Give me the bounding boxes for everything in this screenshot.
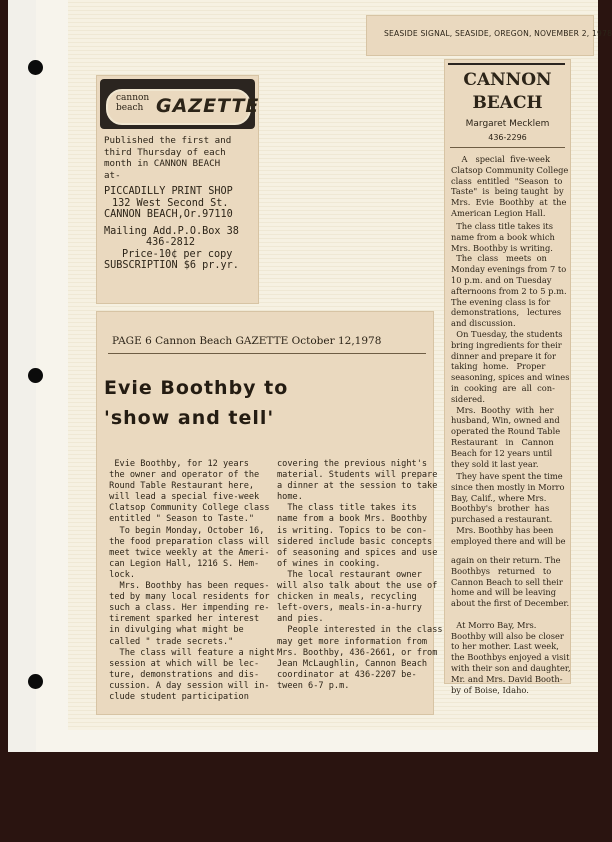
masthead-line: third Thursday of each: [104, 146, 226, 158]
column-paragraph: again on their return. The Boothbys returned to Cannon Beach to sell their home and will be leaving about the first of December. At Morro Bay, Mrs. Boothby will also be closer to her mother. Last week, the Boothbys enjoyed a visit with their son and daughter, Mr. and Mrs. David Booth- by of Boise, Idaho.: [451, 555, 571, 695]
masthead-line: 436-2812: [146, 237, 196, 248]
binder-hole: [28, 674, 43, 689]
masthead-line: at-: [104, 169, 121, 181]
masthead-line: SUBSCRIPTION $6 pr.yr.: [104, 260, 239, 271]
binder-hole: [28, 368, 43, 383]
header-rule: [108, 353, 426, 354]
binder-hole: [28, 60, 43, 75]
gazette-logo-band: [100, 79, 260, 129]
masthead-line: CANNON BEACH,Or.97110: [104, 209, 233, 220]
logo-title: GAZETTE: [156, 95, 260, 117]
masthead-line: Price-10¢ per copy: [122, 248, 233, 260]
column-paragraph: They have spent the time since then mostly in Morro Bay, Calif., where Mrs. Boothby's brother has purchased a restaurant. Mrs. Boothby has been employed there and will be: [451, 471, 566, 546]
gazette-masthead-clipping: [96, 75, 259, 304]
gazette-logo: [106, 89, 260, 125]
headline-line: 'show and tell': [104, 407, 275, 429]
column-top-rule: [448, 63, 565, 65]
column-phone: 436-2296: [488, 133, 527, 142]
masthead-info: [104, 135, 254, 272]
column-title: [444, 69, 571, 115]
article-column-2: covering the previous night's material. Students will prepare a dinner at the session to take home. The class title takes its name from a book Mrs. Boothby is writing. Topics to be con- sidered include basic concepts of seasoning and spices and use of wines in cooking. The local restaurant owner will also talk about the use of chicken in meals, recycling left-overs, meals-in-a-hurry and pies. People interested in the class may get more information from Mrs. Boothby, 436-2661, or from Jean McLaughlin, Cannon Beach coordinator at 436-2207 be- tween 6-7 p.m.: [277, 459, 443, 691]
signal-header-clipping: [366, 15, 612, 56]
logo-word-cannon: cannon: [116, 93, 150, 103]
headline: [104, 373, 288, 433]
column-author: Margaret Mecklem: [465, 119, 550, 129]
signal-column-clipping: [444, 59, 571, 695]
article-column-1: Evie Boothby, for 12 years the owner and operator of the Round Table Restaurant here, will lead a special five-week Clatsop Community College class entitled " Season to Taste." To begin Monday, October 16, the food preparation class will meet twice weekly at the Ameri- can Legion Hall, 1216 S. Hem- lock. Mrs. Boothby has been reques- ted by many local residents for such a class. Her impending re- tirement sparked her interest in divulging what might be called " trade secrets." The class will feature a night session at which will be lec- ture, demonstrations and dis- cussion. A day session will in- clude student participation: [109, 459, 275, 702]
column-paragraph: A special five-week Clatsop Community College class entitled "Season to Taste" is being taught by Mrs. Evie Boothby at the American Legion Hall.: [451, 154, 569, 218]
masthead-line: PICCADILLY PRINT SHOP: [104, 186, 233, 197]
headline-line: Evie Boothby to: [104, 377, 289, 399]
page-header: PAGE 6 Cannon Beach GAZETTE October 12,1978: [112, 335, 382, 347]
column-title-line: CANNON: [463, 70, 552, 90]
masthead-line: month in CANNON BEACH: [104, 158, 221, 169]
column-rule: [450, 147, 565, 148]
masthead-line: 132 West Second St.: [112, 197, 229, 209]
masthead-line: Mailing Add.P.O.Box 38: [104, 225, 239, 237]
masthead-line: Published the first and: [104, 135, 232, 146]
column-paragraph: The class title takes its name from a book which Mrs. Boothby is writing. The class meets on Monday evenings from 7 to 10 p.m. and on Tuesday afternoons from 2 to 5 p.m. The evening class is for demonstrations, lectures and discussion. On Tuesday, the students bring ingredients for their dinner and prepare it for taking home. Proper seasoning, spices and wines in cooking are all con- sidered. Mrs. Boothy with her husband, Win, owned and operated the Round Table Restaurant in Cannon Beach for 12 years until they sold it last year.: [451, 221, 570, 469]
logo-word-beach: beach: [116, 103, 144, 113]
column-title-line: BEACH: [472, 93, 543, 113]
dateline: SEASIDE SIGNAL, SEASIDE, OREGON, NOVEMBER 2, 1978: [384, 29, 612, 38]
article-clipping: [96, 311, 443, 715]
